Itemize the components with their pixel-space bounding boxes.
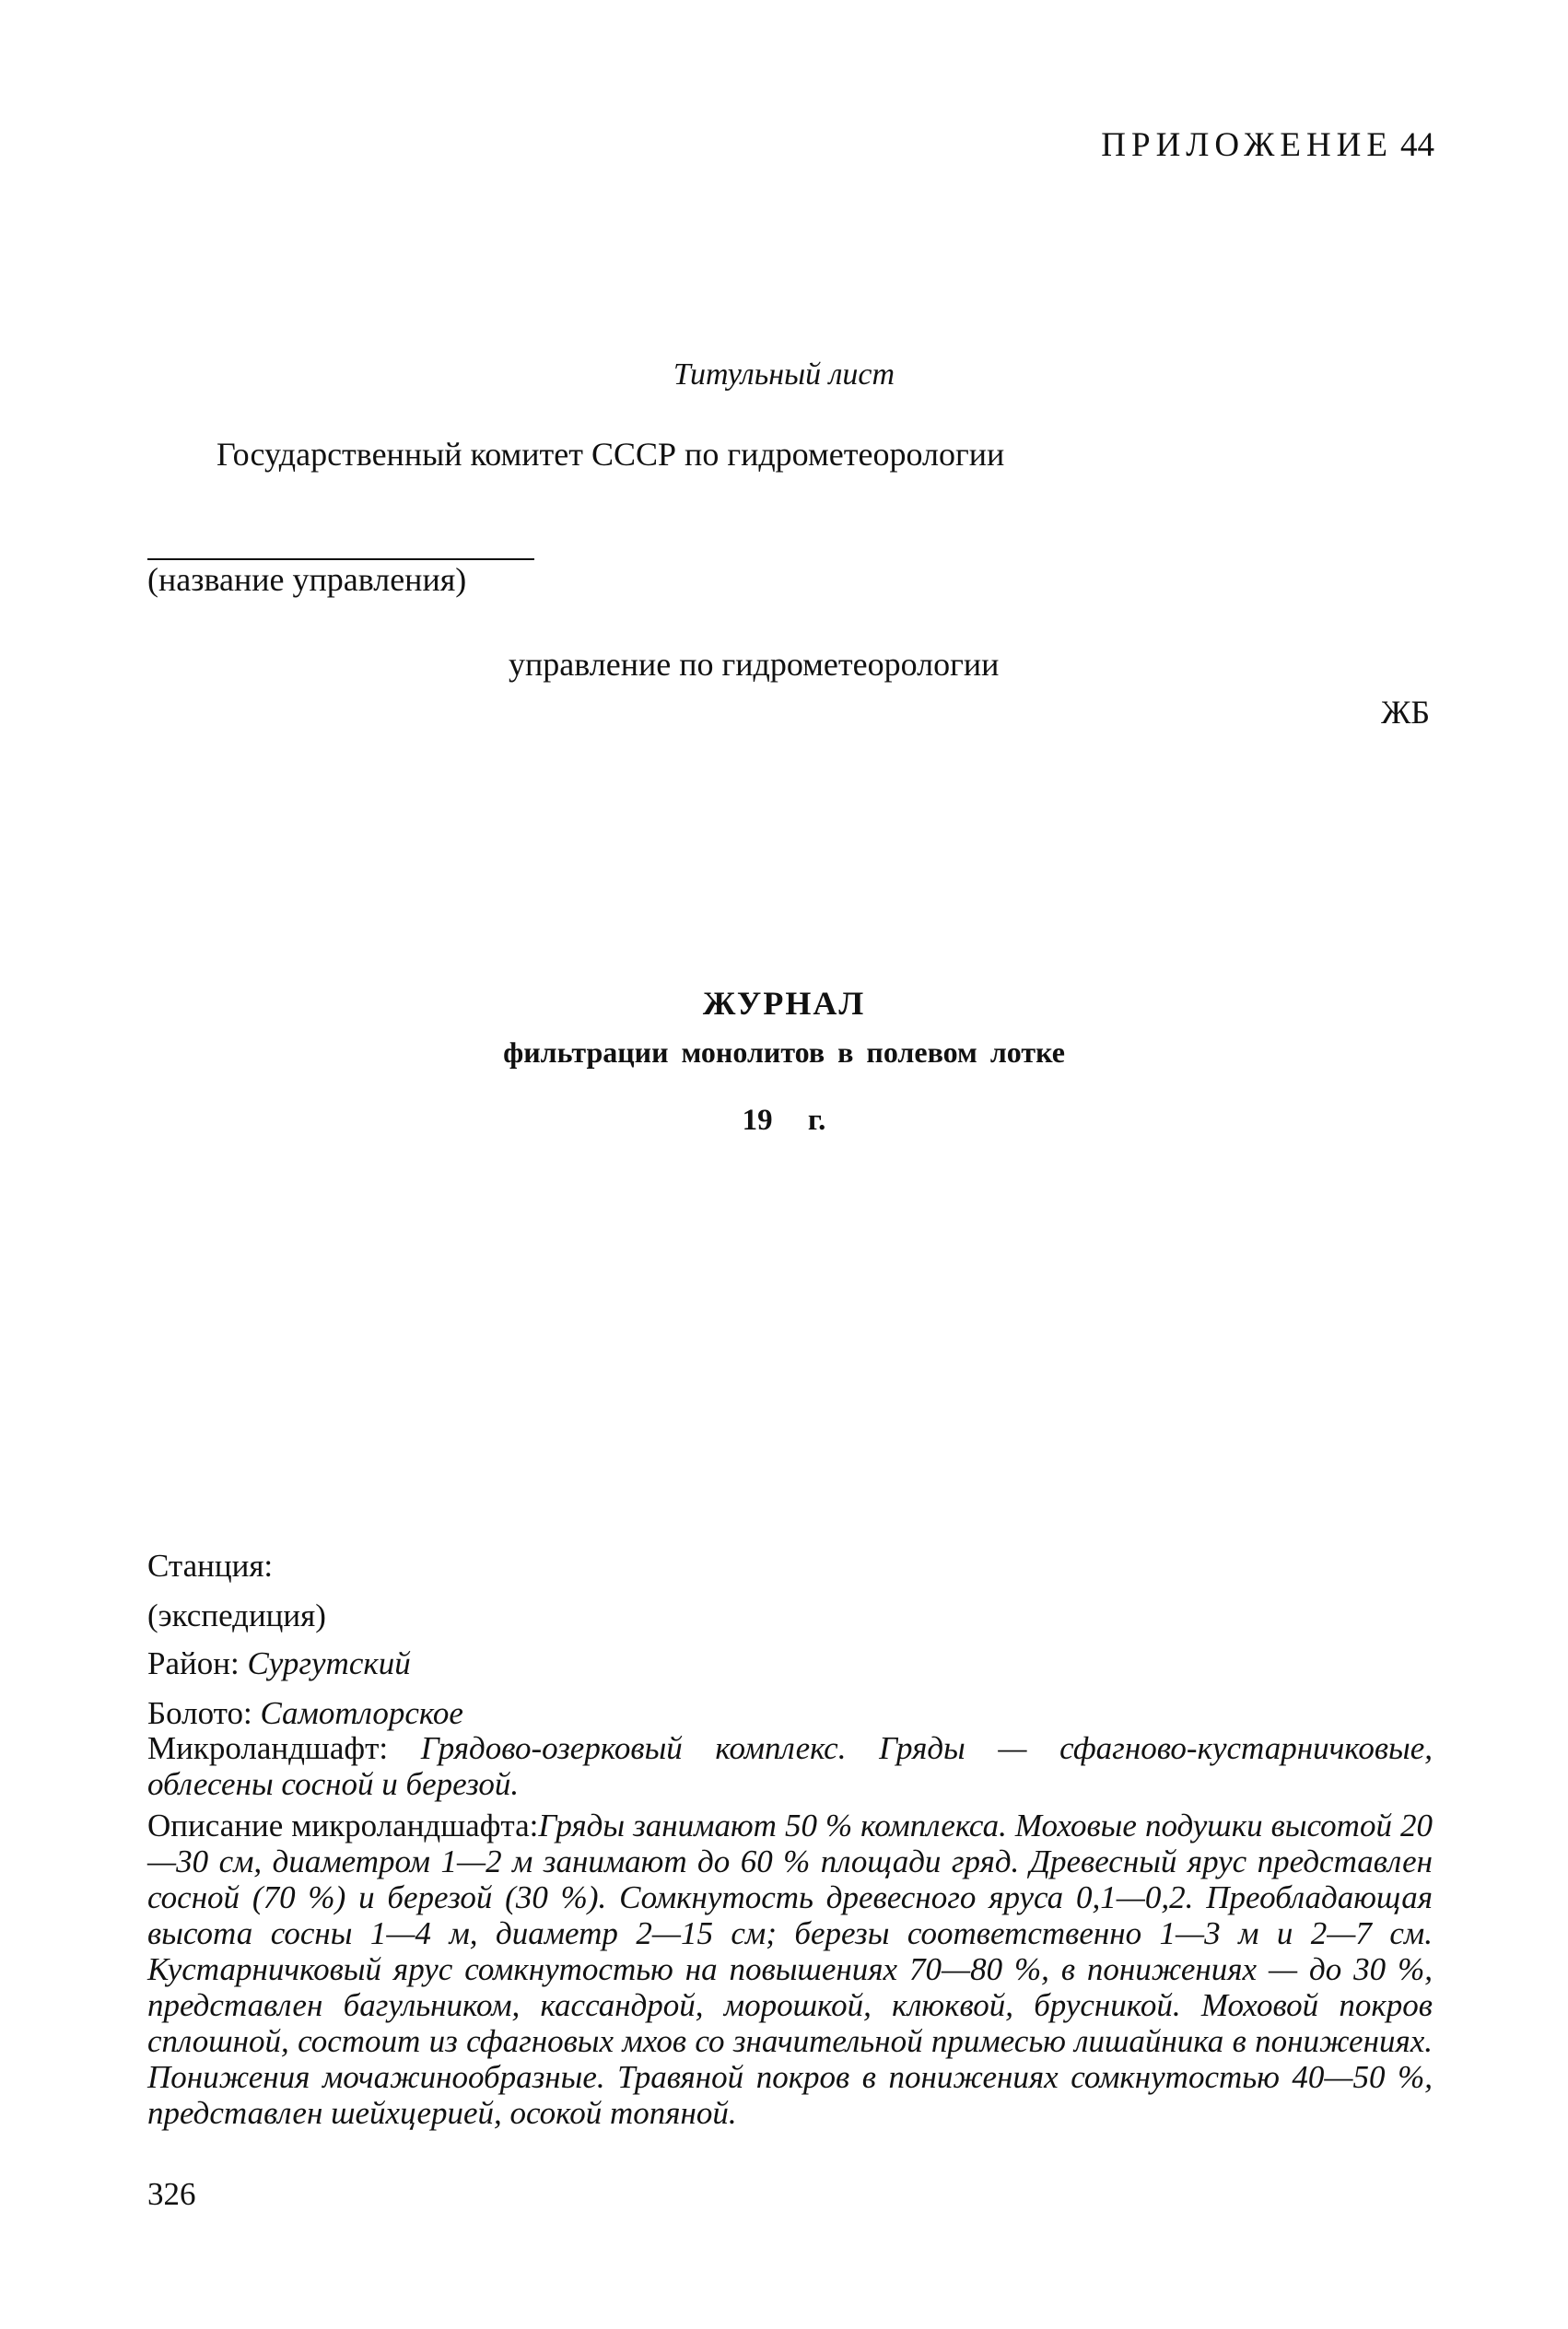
- department-placeholder: (название управления): [147, 561, 467, 598]
- microlandscape-paragraph: [147, 1730, 1433, 1802]
- appendix-number: 44: [1400, 126, 1434, 164]
- journal-title: ЖУРНАЛ: [702, 985, 866, 1022]
- journal-subtitle: фильтрации монолитов в полевом лотке: [503, 1036, 1065, 1069]
- department-suffix: управление по гидрометеорологии: [509, 646, 1000, 683]
- microlandscape-value: Грядово-озерковый комплекс. Гряды — сфагново-кустарничковые, облесены сосной и березой.: [147, 1730, 1433, 1802]
- committee-name: Государственный комитет СССР по гидрометеорологии: [216, 436, 1005, 473]
- appendix-label: ПРИЛОЖЕНИЕ: [1101, 126, 1393, 164]
- journal-year: 19 г.: [742, 1104, 826, 1137]
- swamp-label: Болото:: [147, 1695, 252, 1731]
- description-label: Описание микроландшафта:: [147, 1808, 539, 1843]
- station-label: Станция:: [147, 1548, 274, 1584]
- swamp-line: [147, 1695, 1433, 1731]
- sheet-title: Титульный лист: [673, 357, 895, 392]
- expedition-label: (экспедиция): [147, 1598, 326, 1633]
- description-value: Гряды занимают 50 % комплекса. Моховые подушки высотой 20—30 см, диаметром 1—2 м занимают до 60 % площади гряд. Древесный ярус представлен сосной (70 %) и березой (30 %). Сомкнутость древесного яруса 0,1—0,2. Преобладающая высота сосны 1—4 м, диаметр 2—15 см; березы соответственно 1—3 м и 2—7 см. Кустарничковый ярус сомкнутостью на повышениях 70—80 %, в понижениях — до 30 %, представлен багульником, кассандрой, морошкой, клюквой, брусникой. Моховой покров сплошной, состоит из сфагновых мхов со значительной примесью лишайника в понижениях. Понижения мочажинообразные. Травяной покров в понижениях сомкнутостью 40—50 %, представлен шейхцерией, осокой топяной.: [147, 1808, 1433, 2131]
- appendix-heading: [1101, 125, 1434, 165]
- form-code: ЖБ: [1381, 694, 1430, 731]
- station-line: [147, 1548, 1433, 1584]
- page-number: 326: [147, 2176, 196, 2212]
- expedition-line: [147, 1598, 1433, 1633]
- district-value: Сургутский: [247, 1645, 411, 1681]
- swamp-value: Самотлорское: [260, 1695, 463, 1731]
- microlandscape-label: Микроландшафт:: [147, 1730, 389, 1766]
- district-line: [147, 1645, 1433, 1681]
- district-label: Район:: [147, 1645, 240, 1681]
- description-paragraph: [147, 1808, 1433, 2131]
